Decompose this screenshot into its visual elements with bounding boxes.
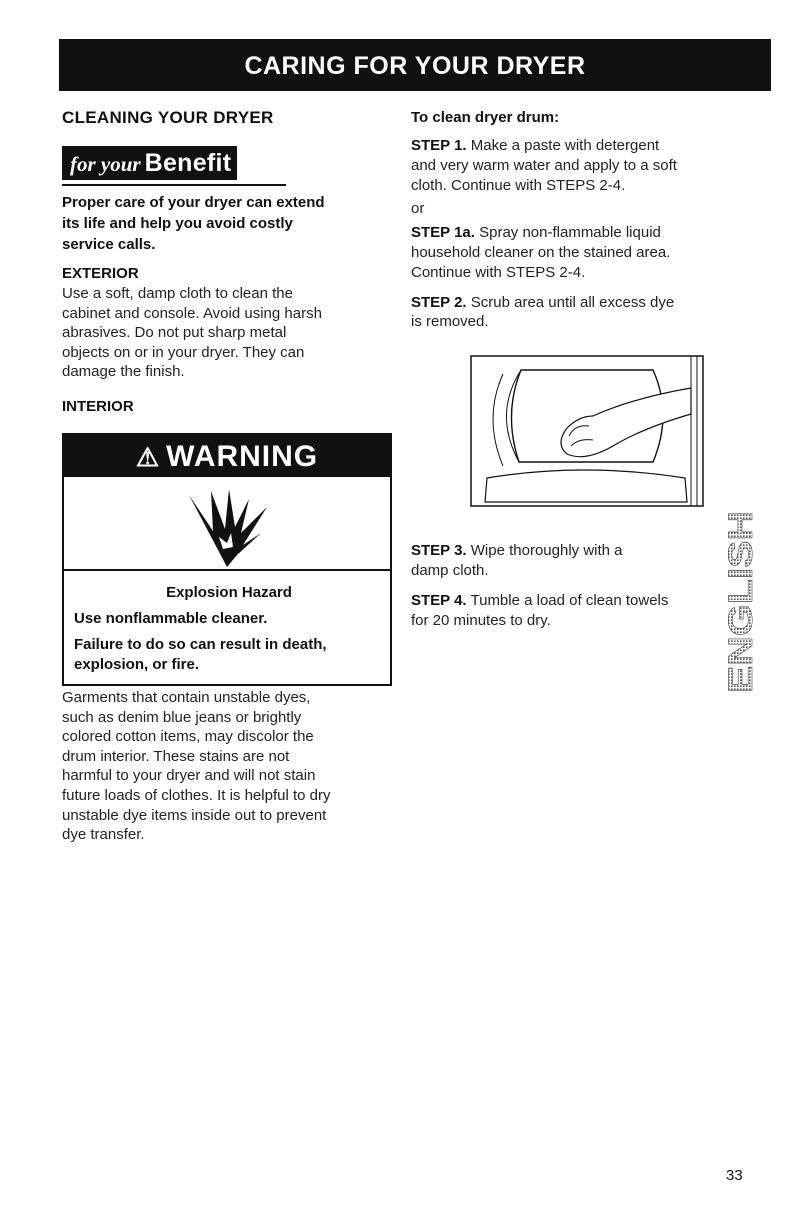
step-1a (411, 223, 747, 282)
text-line: unstable dye items inside out to prevent (62, 806, 327, 824)
step-3 (411, 541, 747, 581)
text-line: drum interior. These stains are not (62, 747, 290, 765)
exterior-text (62, 284, 394, 382)
step-1 (411, 136, 747, 195)
warning-separator (64, 569, 390, 571)
text-line: Use a soft, damp cloth to clean the (62, 285, 293, 302)
warning-line: Use nonflammable cleaner. (74, 609, 268, 627)
text-line: damp cloth. (411, 561, 489, 579)
text-line: damage the finish. (62, 363, 185, 381)
warning-header (64, 435, 390, 477)
warning-line: explosion, or fire. (74, 655, 200, 673)
benefit-big-text: Benefit (144, 149, 232, 177)
text-line: Scrub area until all excess dye (466, 293, 675, 311)
lead-line: Proper care of your dryer can extend (62, 194, 325, 211)
text-line: for 20 minutes to dry. (411, 611, 551, 629)
step-2 (411, 293, 747, 333)
benefit-small-text: for your (70, 152, 141, 176)
interior-heading: INTERIOR (62, 397, 134, 415)
step-label: STEP 2. (411, 293, 467, 311)
step-label: STEP 1a. (411, 224, 475, 242)
warning-line: Failure to do so can result in death, (74, 635, 327, 653)
step-4 (411, 591, 747, 631)
text-line: household cleaner on the stained area. (411, 243, 671, 261)
text-line: colored cotton items, may discolor the (62, 728, 314, 746)
text-line: Garments that contain unstable dyes, (62, 688, 311, 706)
text-line: cabinet and console. Avoid using harsh (62, 304, 322, 322)
text-line: future loads of clothes. It is helpful to dry (62, 786, 331, 804)
side-tab-text: ENGLISH (722, 541, 760, 693)
benefit-underline (62, 184, 286, 186)
benefit-lead-text (62, 192, 394, 255)
exterior-heading: EXTERIOR (62, 265, 139, 282)
section-heading: CLEANING YOUR DRYER (62, 108, 274, 127)
text-line: dye transfer. (62, 826, 145, 844)
text-line: Continue with STEPS 2-4. (411, 263, 586, 281)
right-column (411, 103, 747, 630)
step-label: STEP 3. (411, 542, 467, 560)
text-line: abrasives. Do not put sharp metal (62, 324, 287, 342)
text-line: Tumble a load of clean towels (466, 591, 669, 609)
warning-triangle-icon: ⚠ (135, 441, 161, 472)
or-text: or (411, 200, 425, 218)
warning-box (62, 433, 392, 686)
text-line: harmful to your dryer and will not stain (62, 767, 316, 785)
step-label: STEP 4. (411, 591, 467, 609)
text-line: cloth. Continue with STEPS 2-4. (411, 176, 626, 194)
language-side-tab (716, 508, 766, 693)
text-line: and very warm water and apply to a soft (411, 156, 677, 174)
text-line: is removed. (411, 313, 489, 331)
page-number: 33 (726, 1167, 743, 1184)
text-line: Wipe thoroughly with a (466, 542, 623, 560)
step-label: STEP 1. (411, 137, 467, 154)
benefit-badge (62, 146, 286, 190)
garments-text (62, 688, 394, 845)
dryer-drum-illustration (463, 354, 711, 510)
warning-text (74, 583, 384, 675)
lead-line: service calls. (62, 236, 156, 253)
page-header-banner: CARING FOR YOUR DRYER (59, 39, 771, 91)
text-line: Spray non-flammable liquid (474, 224, 661, 242)
text-line: Make a paste with detergent (466, 137, 660, 154)
text-line: such as denim blue jeans or brightly (62, 708, 302, 726)
explosion-icon (167, 489, 287, 569)
warning-title: WARNING (166, 439, 319, 473)
lead-line: its life and help you avoid costly (62, 215, 293, 232)
text-line: objects on or in your dryer. They can (62, 343, 305, 361)
drum-heading: To clean dryer drum: (411, 109, 560, 126)
left-column (62, 108, 394, 845)
warning-hazard: Explosion Hazard (166, 583, 292, 601)
